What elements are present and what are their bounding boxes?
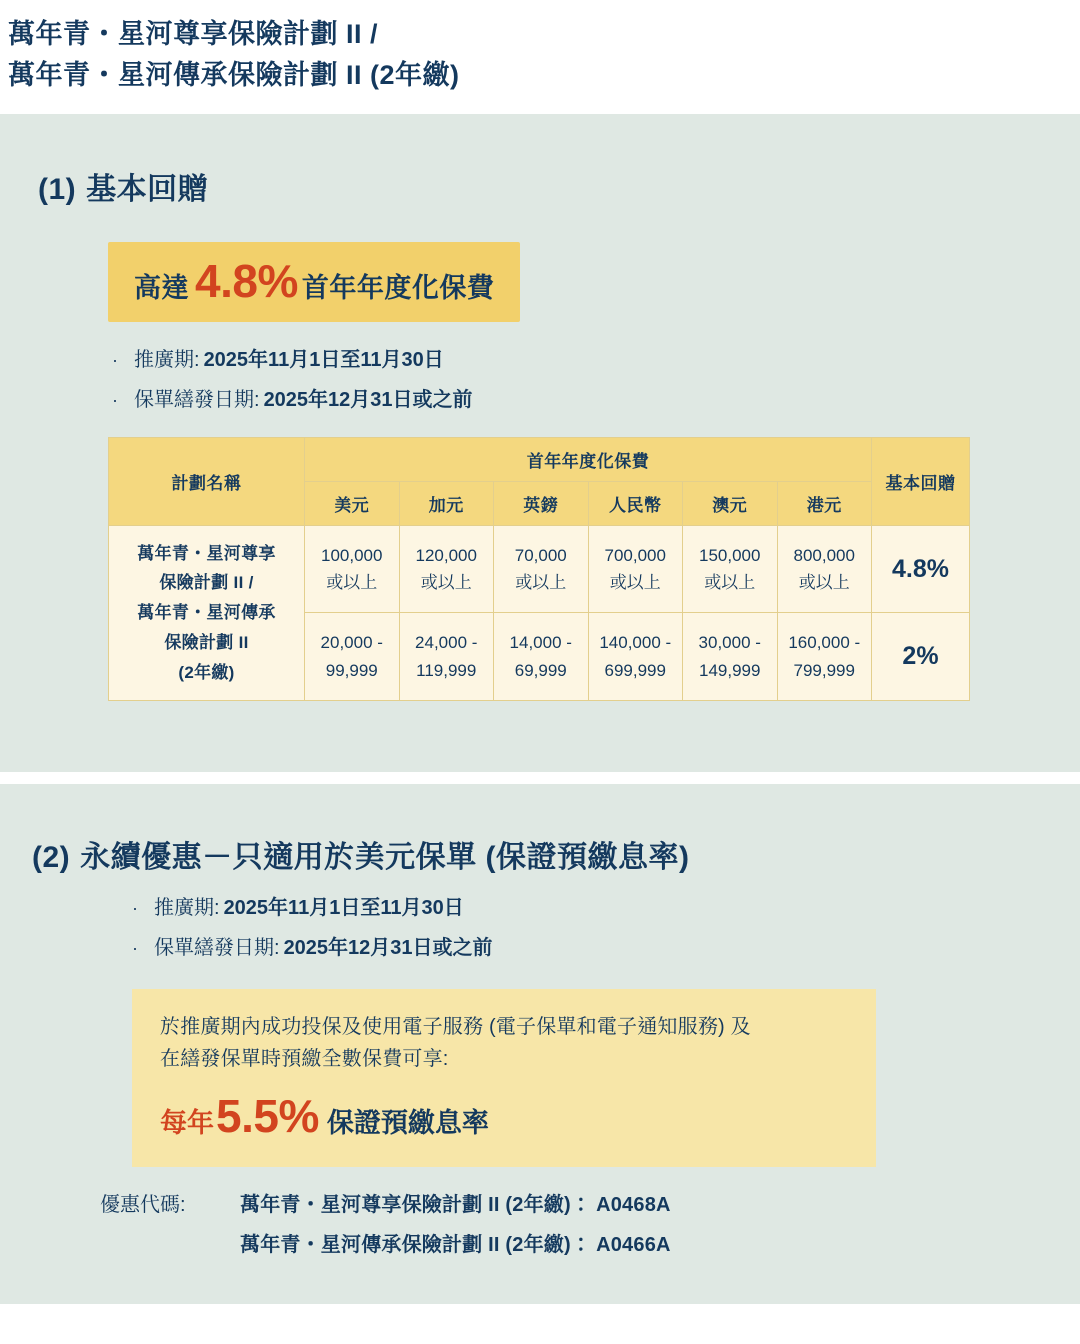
promo-code-row [100, 1229, 1080, 1261]
amount-line-2: 或以上 [515, 573, 567, 593]
amount-line-2: 799,999 [793, 660, 855, 680]
amount-line-1: 14,000 - [509, 633, 572, 653]
amount-line-1: 100,000 [321, 546, 383, 566]
amount-line-2: 69,999 [514, 660, 567, 680]
cell-amount [494, 526, 589, 613]
cell-amount [494, 613, 589, 700]
promo-code-row [100, 1189, 1080, 1221]
amount-line-2: 或以上 [704, 573, 756, 593]
amount-line-1: 120,000 [415, 546, 477, 566]
promo-rate-value: 5.5% [216, 1090, 319, 1143]
plan-line-4: 保險計劃 II [164, 632, 249, 652]
bullet-dot-icon: · [112, 350, 118, 371]
amount-line-1: 20,000 - [320, 633, 383, 653]
cell-bonus: 4.8% [872, 526, 970, 613]
page-title-line-2: 萬年青・星河傳承保險計劃 II (2年繳) [8, 60, 460, 91]
section2-heading [0, 806, 1080, 876]
cell-amount [777, 613, 872, 700]
amount-line-1: 24,000 - [415, 633, 478, 653]
bullet-label: 推廣期: [154, 897, 220, 920]
cell-amount [305, 613, 400, 700]
prepayment-promo-box [132, 989, 876, 1167]
promo-desc-line-1: 於推廣期內成功投保及使用電子服務 (電子保單和電子通知服務) 及 [160, 1016, 751, 1039]
amount-line-1: 700,000 [604, 546, 666, 566]
section-perpetual-offer [0, 784, 1080, 1304]
section1-number: (1) [38, 173, 77, 207]
amount-line-2: 149,999 [699, 660, 761, 680]
page-title [0, 0, 1080, 96]
plan-line-5: (2年繳) [178, 662, 235, 682]
amount-line-2: 或以上 [609, 573, 661, 593]
list-item [132, 934, 1080, 963]
amount-line-1: 70,000 [514, 546, 567, 566]
amount-line-2: 699,999 [604, 660, 666, 680]
promo-desc-line-2: 在繕發保單時預繳全數保費可享: [160, 1048, 449, 1071]
th-currency-cad: 加元 [399, 482, 494, 526]
cell-amount [305, 526, 400, 613]
amount-line-1: 160,000 - [788, 633, 861, 653]
rate-table-wrapper [108, 437, 970, 701]
section1-heading [0, 136, 1080, 208]
list-item [112, 386, 1080, 415]
bullet-label: 保單繕發日期: [134, 389, 260, 412]
th-currency-cny: 人民幣 [588, 482, 683, 526]
banner-prefix: 高達 [134, 273, 189, 304]
plan-line-3: 萬年青・星河傳承 [137, 603, 276, 623]
section1-bullets [0, 346, 1080, 415]
section-basic-bonus [0, 114, 1080, 772]
promo-rate-prefix: 每年 [160, 1108, 214, 1139]
bullet-value: 2025年11月1日至11月30日 [223, 897, 464, 920]
bullet-label: 推廣期: [134, 349, 200, 372]
bullet-dot-icon: · [132, 898, 138, 919]
promo-rate-line [160, 1089, 848, 1143]
th-currency-usd: 美元 [305, 482, 400, 526]
bullet-dot-icon: · [112, 390, 118, 411]
cell-amount [777, 526, 872, 613]
table-header-row-1 [109, 438, 970, 482]
basic-bonus-rate-banner [108, 242, 520, 322]
amount-line-2: 或以上 [420, 573, 472, 593]
th-currency-gbp: 英鎊 [494, 482, 589, 526]
th-basic-bonus: 基本回贈 [872, 438, 970, 526]
cell-amount [399, 613, 494, 700]
cell-amount [588, 526, 683, 613]
bullet-value: 2025年12月31日或之前 [263, 389, 473, 412]
banner-suffix: 首年年度化保費 [301, 273, 495, 304]
cell-amount [399, 526, 494, 613]
promo-code-value: 萬年青・星河尊享保險計劃 II (2年繳)： A0468A [240, 1194, 671, 1217]
promo-code-value: 萬年青・星河傳承保險計劃 II (2年繳)： A0466A [240, 1234, 671, 1257]
banner-rate: 4.8% [195, 255, 298, 308]
bullet-label: 保單繕發日期: [154, 937, 280, 960]
amount-line-2: 119,999 [416, 660, 477, 680]
basic-bonus-table [108, 437, 970, 701]
table-row [109, 526, 970, 613]
amount-line-2: 或以上 [326, 573, 378, 593]
amount-line-2: 99,999 [325, 660, 378, 680]
cell-plan-name [109, 526, 305, 701]
cell-amount [683, 613, 778, 700]
table-head [109, 438, 970, 526]
th-currency-aud: 澳元 [683, 482, 778, 526]
section2-bullets [0, 894, 1080, 963]
bullet-value: 2025年11月1日至11月30日 [203, 349, 444, 372]
plan-line-2: 保險計劃 II / [159, 573, 254, 593]
amount-line-1: 30,000 - [698, 633, 761, 653]
page-title-line-1: 萬年青・星河尊享保險計劃 II / [8, 19, 379, 49]
th-plan-name: 計劃名稱 [109, 438, 305, 526]
promo-description [160, 1011, 848, 1075]
amount-line-2: 或以上 [798, 573, 850, 593]
amount-line-1: 150,000 [699, 546, 761, 566]
section1-title: 基本回贈 [86, 173, 209, 207]
promo-code-label: 優惠代碼: [100, 1194, 186, 1217]
promo-rate-suffix: 保證預繳息率 [326, 1108, 489, 1139]
bullet-value: 2025年12月31日或之前 [283, 937, 493, 960]
th-currency-hkd: 港元 [777, 482, 872, 526]
section2-title: 永續優惠－只適用於美元保單 (保證預繳息率) [80, 841, 690, 875]
table-body [109, 526, 970, 701]
bullet-dot-icon: · [132, 938, 138, 959]
promo-codes [100, 1189, 1080, 1261]
plan-line-1: 萬年青・星河尊享 [137, 543, 276, 563]
cell-amount [588, 613, 683, 700]
th-premium-group: 首年年度化保費 [305, 438, 872, 482]
cell-bonus: 2% [872, 613, 970, 700]
list-item [132, 894, 1080, 923]
amount-line-1: 800,000 [793, 546, 855, 566]
list-item [112, 346, 1080, 375]
section2-number: (2) [32, 841, 71, 875]
amount-line-1: 140,000 - [599, 633, 672, 653]
cell-amount [683, 526, 778, 613]
